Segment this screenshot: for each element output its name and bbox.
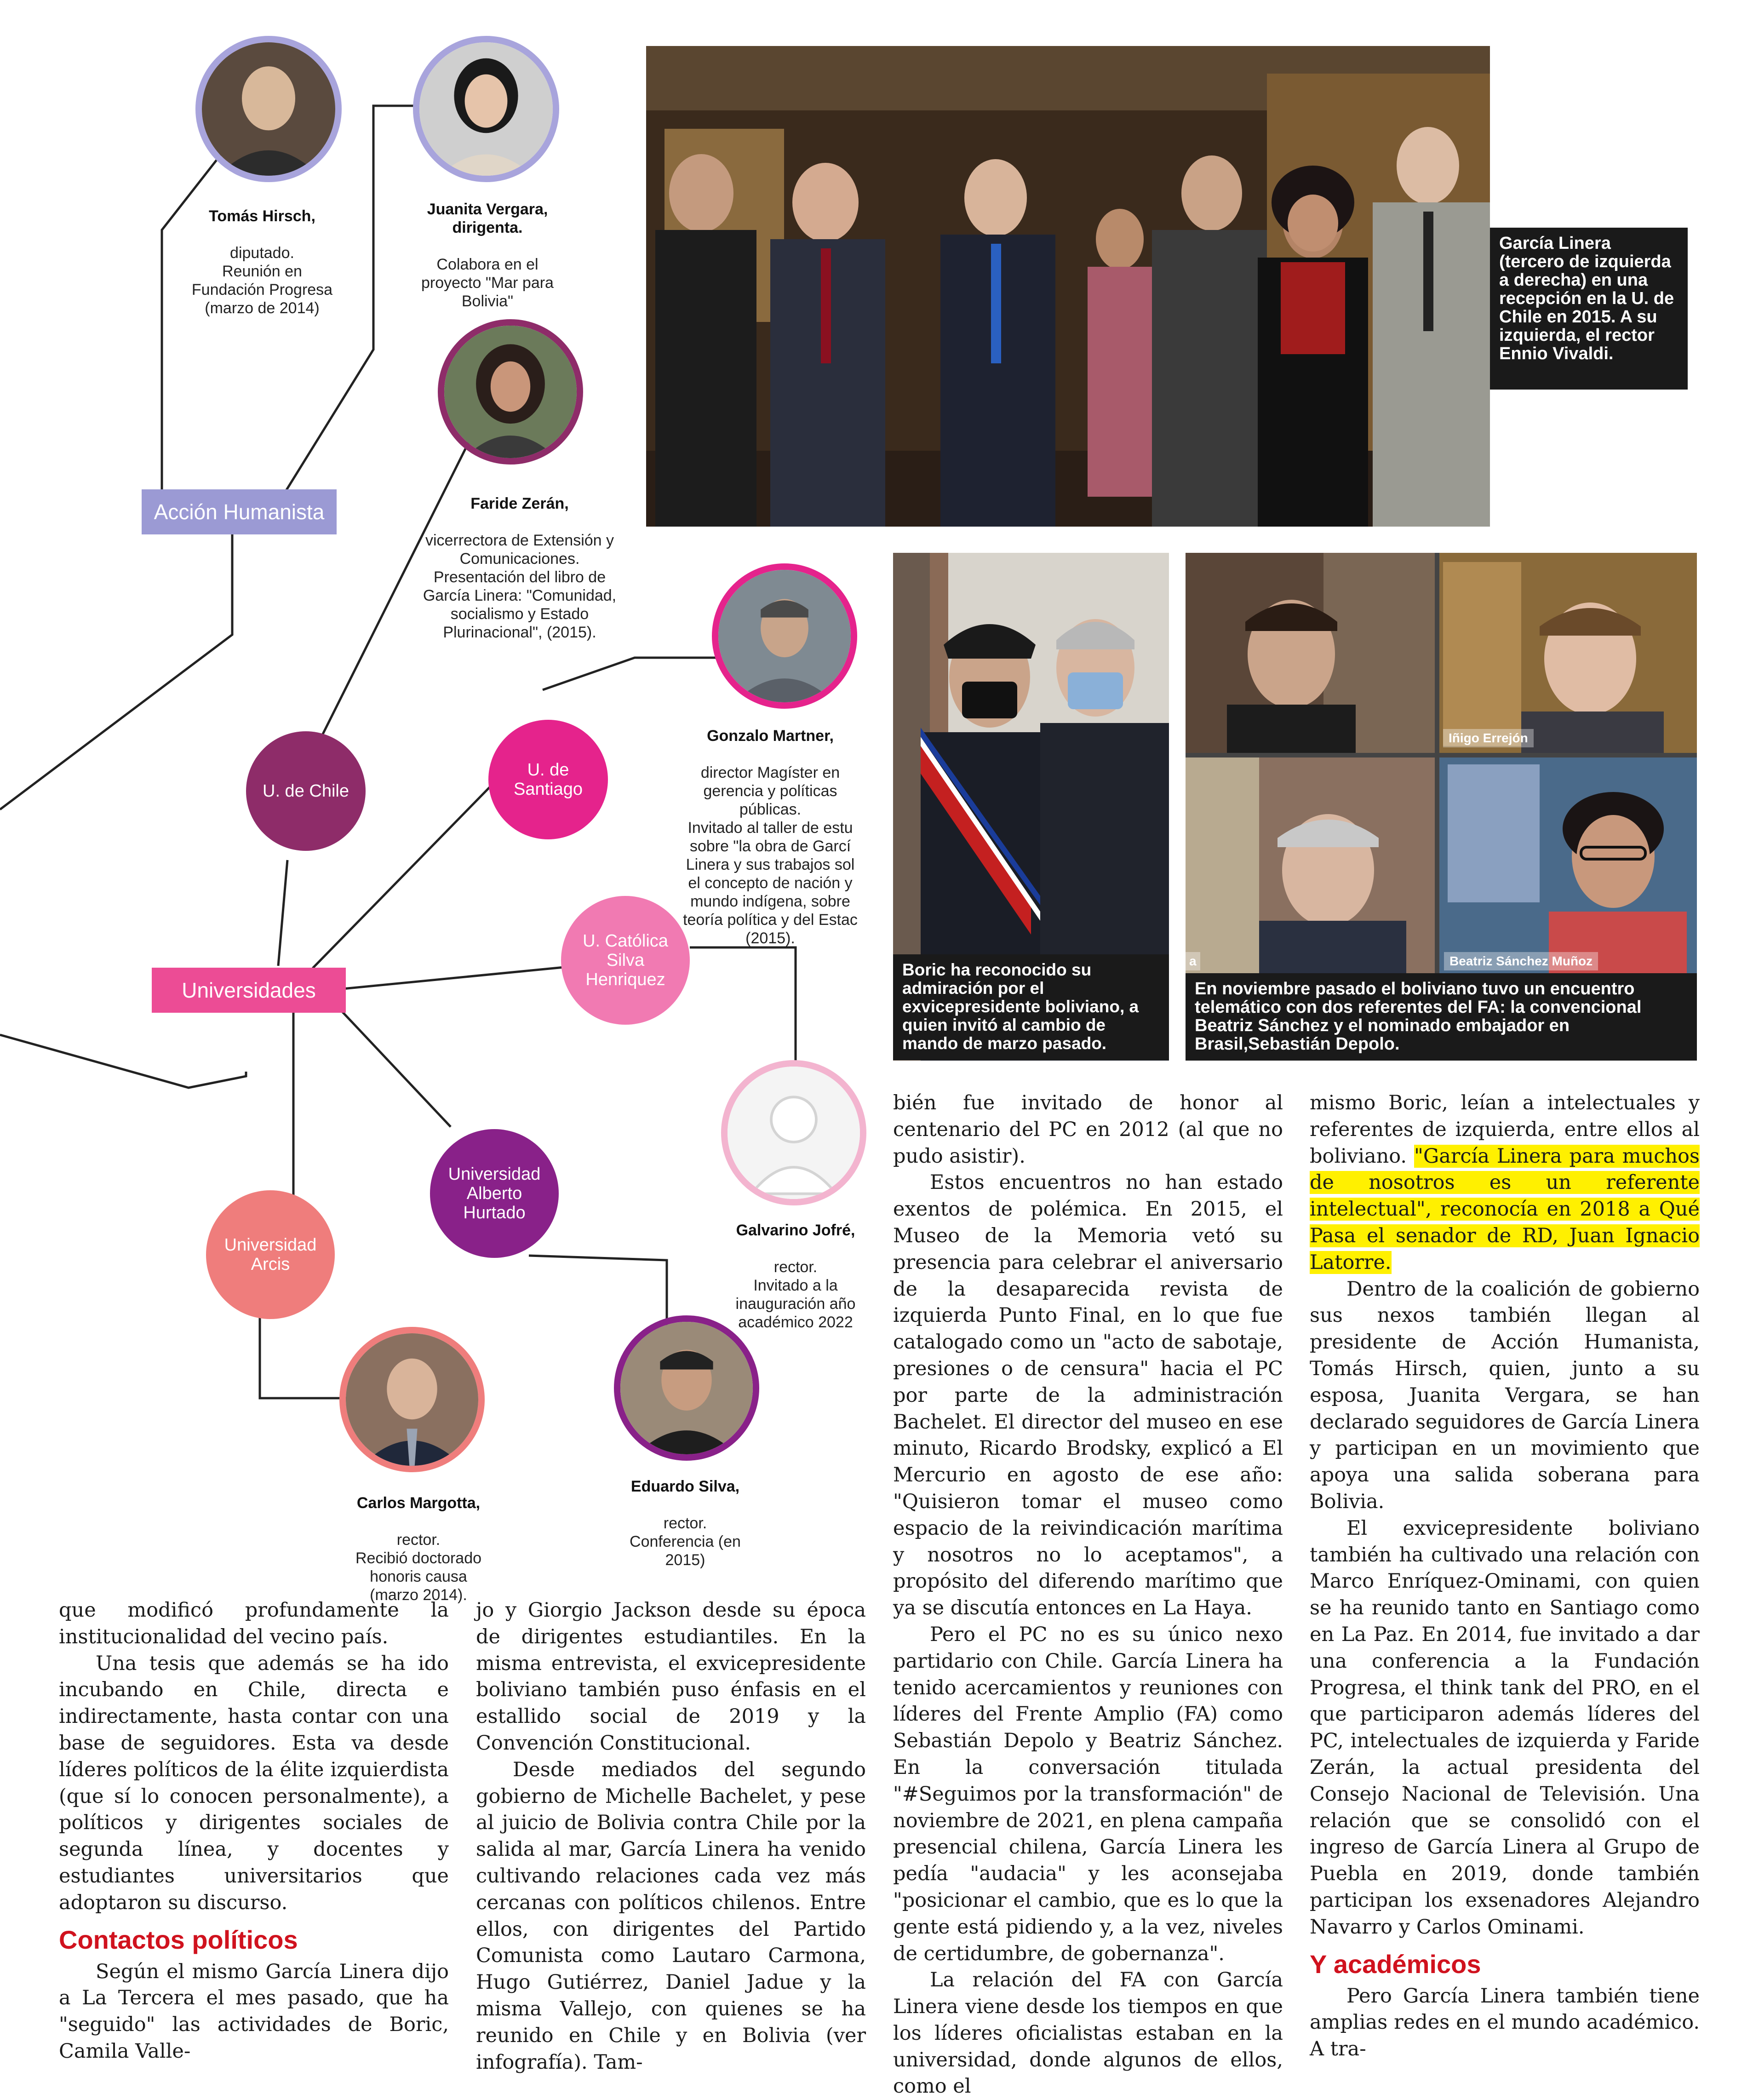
zeran-photo [438,319,583,465]
person-portrait-icon [346,1333,478,1466]
person-portrait-icon [419,42,553,176]
paragraph: Dentro de la coalición de gobierno sus nexos también llegan al presidente de Acción Humanista, Tomás Hirsch, quien, junto a su esposa, Juanita Vergara, se han declarado seguidores de García Linera y participan en un movimiento que apoya una salida soberana para Bolivia. [1310,1277,1700,1513]
vergara-photo [413,36,559,182]
person-desc: rector. Invitado a la inauguración año académico 2022 [735,1258,856,1331]
person-desc: rector. Recibió doctorado honoris causa (marzo 2014). [355,1531,482,1604]
u-santiago-node: U. de Santiago [488,720,608,839]
u-arcis-node: Universidad Arcis [206,1190,335,1319]
margotta-photo [339,1327,485,1472]
paragraph: Pero el PC no es su único nexo partidario con Chile. García Linera ha tenido acercamientos y reuniones con líderes del Frente Amplio (FA) como Sebastián Depolo y Beatriz Sánchez. En la conversación titulada "#Seguimos por la transformación" de noviembre de 2021, en plena campaña presencial chilena, García Linera les pedía "audacia" y les aconsejaba "posicionar el cambio, que es lo que la gente está pidiendo y, a la vez, niveles de certidumbre, de gobernanza". [893,1623,1283,1965]
hirsch-photo [195,36,342,182]
martner-caption [671,708,869,947]
paragraph: Una tesis que además se ha ido incubando en Chile, directa e indirectamente, hasta contar con una base de seguidores. Esta va desde líderes políticos de la élite izquierdista (que sí lo conocen personalmente), a políticos y dirigentes sociales de segunda línea, y docentes y estudiantes universitarios que adoptaron su discurso. [59,1652,449,1914]
person-desc: Colabora en el proyecto "Mar para Bolivia" [421,256,554,310]
person-name: Juanita Vergara, dirigenta. [427,201,548,236]
group-photo-caption: García Linera (tercero de izquierda a derecha) en una recepción en la U. de Chile en 2015. A su izquierda, el rector Ennio Vivaldi. [1490,228,1688,390]
paragraph: El exvicepresidente boliviano también ha cultivado una relación con Marco Enríquez-Ominami, con quien se ha reunido tanto en Santiago como en La Paz. En 2014, fue invitado a dar una conferencia a la Fundación Progresa, el think tank del PRO, en el que participaron además líderes del PC, intelectuales de izquierda y Faride Zerán, la actual presidenta del Consejo Nacional de Televisión. Una relación que se consolidó con el ingreso de García Linera al Grupo de Puebla en 2019, donde también participan los exsenadores Alejandro Navarro y Carlos Ominami. [1310,1516,1700,1939]
section-heading-academicos: Y académicos [1310,1949,1481,1979]
avatar-placeholder-icon [728,1067,860,1199]
group-photo [646,46,1490,527]
vergara-caption [386,182,589,310]
jofre-photo-placeholder [721,1060,866,1205]
section-heading-contactos: Contactos políticos [59,1925,298,1954]
person-desc: director Magíster en gerencia y políticas públicas. Invitado al taller de estu sobre "la obra de Garcí Linera y sus trabajos sol el concepto de nación y mundo indígena, sobre teoría política y del Estac (2015). [683,764,858,947]
partial-name-tag: a [1186,952,1200,970]
hirsch-caption [166,189,359,317]
person-name: Faride Zerán, [470,495,569,512]
paragraph: bién fue invitado de honor al centenario del PC en 2012 (al que no pudo asistir). [893,1091,1283,1168]
accion-humanista-hub: Acción Humanista [142,489,337,534]
boric-photo-caption: Boric ha reconocido su admiración por el exvicepresidente boliviano, a quien invitó al cambio de mando de marzo pasado. [893,954,1169,1060]
group-photo-illustration [646,46,1490,527]
u-chile-node: U. de Chile [246,731,366,851]
paragraph: jo y Giorgio Jackson desde su época de dirigentes estudiantiles. En la misma entrevista, el exvicepresidente boliviano también puso énfasis en el estallido social de 2019 y la Convención Constitucional. [476,1599,866,1755]
silva-photo [614,1315,759,1461]
paragraph: que modificó profundamente la institucionalidad del vecino país. [59,1599,449,1648]
article-column-4 [1310,1090,1700,2063]
u-alberto-hurtado-node: Universidad Alberto Hurtado [430,1129,559,1258]
person-name: Tomás Hirsch, [209,207,315,225]
person-name: Gonzalo Martner, [707,727,834,745]
errejon-name-tag: Iñigo Errejón [1443,729,1534,747]
sanchez-name-tag: Beatriz Sánchez Muñoz [1444,952,1598,970]
u-catolica-node: U. Católica Silva Henriquez [561,896,690,1025]
paragraph: Estos encuentros no han estado exentos de polémica. En 2015, el Museo de la Memoria vetó su presencia para celebrar el aniversario de la desaparecida revista de izquierda Punto Final, en lo que fue catalogado como un "acto de sabotaje, presiones o de censura" hacia el PC por parte de la administración Bachelet. El director del museo en ese minuto, Ricardo Brodsky, explicó a El Mercurio en agosto de ese año: "Quisieron tomar el museo como espacio de la reivindicación marítima y nosotros no lo aceptamos", a propósito del diferendo marítimo que ya se discutía entonces en La Haya. [893,1171,1283,1620]
universidades-hub: Universidades [152,968,346,1013]
margotta-caption [322,1475,515,1604]
zeran-caption [400,476,639,642]
paragraph: Desde mediados del segundo gobierno de Michelle Bachelet, y pese al juicio de Bolivia contra Chile por la salida al mar, García Linera ha venido cultivando relaciones cada vez más cercanas con políticos chilenos. Entre ellos, con dirigentes del Partido Comunista como Lautaro Carmona, Hugo Gutiérrez, Daniel Jadue y la misma Vallejo, con quienes se ha reunido en Chile y en Bolivia (ver infografía). Tam- [476,1758,866,2074]
paragraph: Según el mismo García Linera dijo a La Tercera el mes pasado, que ha "seguido" las actividades de Boric, Camila Valle- [59,1960,449,2063]
article-column-2 [476,1597,866,2076]
highlighted-quote: "García Linera para muchos de nosotros es un referente intelectual", reconocía en 2018 a Qué Pasa el senador de RD, Juan Ignacio Latorre. [1310,1144,1700,1274]
person-desc: vicerrectora de Extensión y Comunicaciones. Presentación del libro de García Linera: "Comunidad, socialismo y Estado Plurinacional", (2015). [423,532,617,641]
person-name: Galvarino Jofré, [736,1222,855,1239]
paragraph: Pero García Linera también tiene amplias redes en el mundo académico. A tra- [1310,1984,1700,2061]
person-desc: rector. Conferencia (en 2015) [630,1515,741,1569]
person-portrait-icon [620,1322,753,1454]
person-portrait-icon [718,570,851,702]
person-desc: diputado. Reunión en Fundación Progresa (marzo de 2014) [191,244,333,317]
person-portrait-icon [444,326,577,458]
article-column-3 [893,1090,1283,2100]
video-call-caption: En noviembre pasado el boliviano tuvo un encuentro telemático con dos referentes del FA: la convencional Beatriz Sánchez y el nominado embajador en Brasil,Sebastián Depolo. [1186,973,1697,1061]
martner-photo [712,563,857,709]
silva-caption [593,1459,777,1569]
person-name: Carlos Margotta, [356,1494,481,1512]
person-portrait-icon [202,42,335,176]
article-column-1 [59,1597,449,2065]
paragraph: La relación del FA con García Linera viene desde los tiempos en que los líderes oficialistas estaban en la universidad, donde algunos de ellos, como el [893,1968,1283,2098]
person-name: Eduardo Silva, [630,1478,740,1495]
jofre-caption [710,1203,881,1331]
paragraph: mismo Boric, leían a intelectuales y referentes de izquierda, entre ellos al boliviano. "García Linera para muchos de nosotros es un referente intelectual", reconocía en 2018 a Qué Pasa el senador de RD, Juan Ignacio Latorre. [1310,1091,1700,1274]
